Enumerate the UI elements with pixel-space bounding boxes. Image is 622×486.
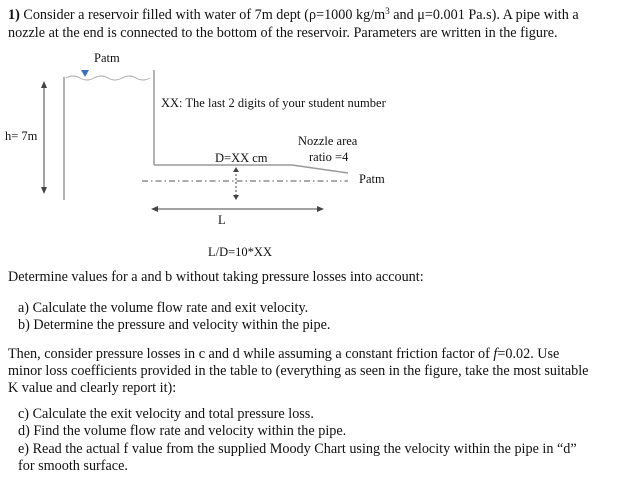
patm-top-label: Patm (94, 51, 120, 65)
problem-intro-text-a: Consider a reservoir filled with water of 7m dept (ρ=1000 kg/m (23, 7, 386, 23)
problem-intro-text-b: and μ=0.001 Pa.s). A pipe with a (389, 7, 579, 23)
height-arrow-top-icon (41, 81, 47, 88)
ld-ratio-label: L/D=10*XX (208, 245, 272, 259)
nozzle-top-wall (292, 165, 348, 173)
question-c: c) Calculate the exit velocity and total pressure loss. (18, 406, 314, 422)
problem-intro-line2: nozzle at the end is connected to the bottom of the reservoir. Parameters are written in the figure. (8, 25, 558, 41)
diameter-arrow-bottom-icon (233, 195, 239, 200)
diameter-label: D=XX cm (215, 151, 268, 165)
part1-heading: Determine values for a and b without taking pressure losses into account: (8, 269, 424, 285)
nozzle-area-label: Nozzle area (298, 134, 358, 148)
part2-text-b: =0.02. Use (497, 346, 560, 362)
part2-text-a: Then, consider pressure losses in c and d while assuming a constant friction factor of (8, 346, 494, 362)
diameter-arrow-top-icon (233, 167, 239, 172)
height-arrow-bottom-icon (41, 187, 47, 194)
patm-exit-label: Patm (359, 172, 385, 186)
length-arrow-left-icon (151, 206, 158, 212)
question-e-line2: for smooth surface. (18, 458, 128, 474)
friction-symbol: f (493, 346, 498, 362)
height-label: h= 7m (5, 129, 38, 143)
part2-intro-line2: minor loss coefficients provided in the table to (everything as seen in the figure, take the most suitable (8, 363, 589, 379)
cubic-exponent: 3 (385, 6, 390, 16)
question-d: d) Find the volume flow rate and velocity within the pipe. (18, 423, 347, 439)
problem-number: 1) (8, 7, 20, 23)
question-b: b) Determine the pressure and velocity within the pipe. (18, 317, 331, 333)
question-e-line1: e) Read the actual f value from the supplied Moody Chart using the velocity within the pipe in “d” (18, 441, 577, 457)
free-surface-marker-icon (81, 70, 89, 77)
length-label: L (218, 213, 226, 227)
part2-intro-line1 (8, 345, 559, 363)
question-a: a) Calculate the volume flow rate and exit velocity. (18, 300, 309, 316)
part2-intro-line3: K value and clearly report it): (8, 380, 177, 396)
water-surface (66, 76, 150, 80)
nozzle-ratio-label: ratio =4 (309, 150, 349, 164)
length-arrow-right-icon (317, 206, 324, 212)
xx-note: XX: The last 2 digits of your student number (161, 96, 386, 110)
